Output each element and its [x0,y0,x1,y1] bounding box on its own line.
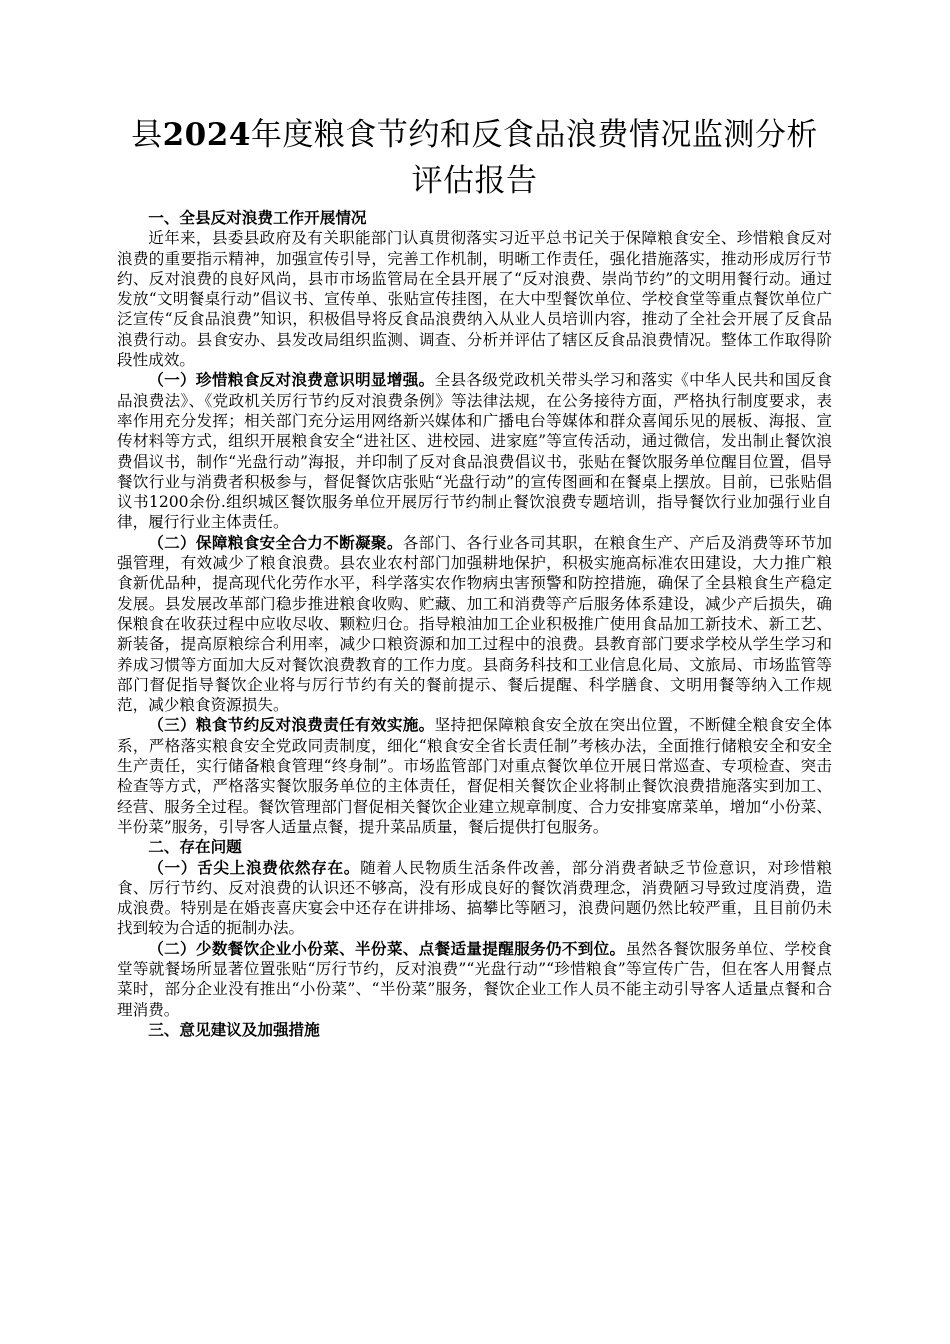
document-title [117,112,832,204]
paragraph-lead: （三）粮食节约反对浪费责任有效实施。 [148,715,435,735]
section-heading-1: 一、全县反对浪费工作开展情况 [148,208,367,227]
title-prefix: 县 [131,117,163,153]
paragraph [117,858,832,939]
paragraph-lead: （二）少数餐饮企业小份菜、半份菜、点餐适量提醒服务仍不到位。 [148,938,626,958]
paragraph-text: 随着人民物质生活条件改善，部分消费者缺乏节俭意识，对珍惜粮食、厉行节约、反对浪费的认识还不够高，没有形成良好的餐饮消费理念，消费陋习导致过度消费，造成浪费。特别是在婚丧喜庆宴会中还存在讲排场、搞攀比等陋习，浪费问题仍然比较严重，且目前仍未找到较为合适的扼制办法。 [117,858,832,938]
paragraph-text: 全县各级党政机关带头学习和落实《中华人民共和国反食品浪费法》、《党政机关厉行节约反对浪费条例》等法律法规，在公务接待方面，严格执行制度要求，表率作用充分发挥；相关部门充分运用网络新兴媒体和广播电台等媒体和群众喜闻乐见的展板、海报、宣传材料等方式，组织开展粮食安全“进社区、进校园、进家庭”等宣传活动，通过微信，发出制止餐饮浪费倡议书，制作“光盘行动”海报，并印制了反对食品浪费倡议书，张贴在餐饮服务单位醒目位置，倡导餐饮行业与消费者积极参与，督促餐饮店张贴“光盘行动”的宣传图画和在餐桌上摆放。目前，已张贴倡议书1200余份.组织城区餐饮服务单位开展厉行节约制止餐饮浪费专题培训，指导餐饮行业加强行业自律，履行行业主体责任。 [117,371,832,532]
section-heading-3: 三、意见建议及加强措施 [148,1019,320,1039]
paragraph [117,533,832,716]
paragraph-lead: （二）保障粮食安全合力不断凝聚。 [148,532,403,552]
section-heading-2: 二、存在问题 [148,837,242,857]
title-year: 2024 [162,117,251,153]
paragraph [117,715,832,837]
title-suffix: 年度粮食节约和反食品浪费情况监测分析评估报告 [250,117,818,199]
paragraph-text: 坚持把保障粮食安全放在突出位置，不断健全粮食安全体系，严格落实粮食安全党政同责制度，细化“粮食安全省长责任制”考核办法，全面推行储粮安全和安全生产责任，实行储备粮食管理“终身制”。市场监管部门对重点餐饮单位开展日常巡查、专项检查、突击检查等方式，严格落实餐饮服务单位的主体责任，督促相关餐饮企业将制止餐饮浪费措施落实到加工、经营、服务全过程。餐饮管理部门督促相关餐饮企业建立规章制度、合力安排宴席菜单，增加“小份菜、半份菜”服务，引导客人适量点餐，提升菜品质量，餐后提供打包服务。 [117,716,832,836]
paragraph [117,370,832,532]
paragraph-lead: （一）舌尖上浪费依然存在。 [148,857,361,877]
paragraph [117,228,832,370]
paragraph-lead: （一）珍惜粮食反对浪费意识明显增强。 [148,370,435,390]
paragraph-text: 虽然各餐饮服务单位、学校食堂等就餐场所显著位置张贴“厉行节约，反对浪费”“光盘行动”“珍惜粮食”等宣传广告，但在客人用餐点菜时，部分企业没有推出“小份菜”、“半份菜”服务，餐饮企业工作人员不能主动引导客人适量点餐和合理消费。 [117,939,832,1019]
paragraph [117,939,832,1020]
paragraph-text: 近年来，县委县政府及有关职能部门认真贯彻落实习近平总书记关于保障粮食安全、珍惜粮食反对浪费的重要指示精神，加强宣传引导，完善工作机制，明晰工作责任，强化措施落实，推动形成厉行节约、反对浪费的良好风尚，县市市场监管局在全县开展了“反对浪费、崇尚节约”的文明用餐行动。通过发放“文明餐桌行动”倡议书、宣传单、张贴宣传挂图，在大中型餐饮单位、学校食堂等重点餐饮单位广泛宣传“反食品浪费”知识，积极倡导将反食品浪费纳入从业人员培训内容，推动了全社会开展了反食品浪费行动。县食安办、县发改局组织监测、调查、分析并评估了辖区反食品浪费情况。整体工作取得阶段性成效。 [117,229,832,370]
paragraph-text: 各部门、各行业各司其职，在粮食生产、产后及消费等环节加强管理，有效减少了粮食浪费。县农业农村部门加强耕地保护，积极实施高标准农田建设，大力推广粮食新优品种，提高现代化劳作水平，科学落实农作物病虫害预警和防控措施，确保了全县粮食生产稳定发展。县发展改革部门稳步推进粮食收购、贮藏、加工和消费等产后服务体系建设，减少产后损失，确保粮食在收获过程中应收尽收、颗粒归仓。指导粮油加工企业积极推广使用食品加工新技术、新工艺、新装备，提高原粮综合利用率，减少口粮资源和加工过程中的浪费。县教育部门要求学校从学生学习和养成习惯等方面加大反对餐饮浪费教育的工作力度。县商务科技和工业信息化局、文旅局、市场监管等部门督促指导餐饮企业将与厉行节约有关的餐前提示、餐后提醒、科学膳食、文明用餐等纳入工作规范，减少粮食资源损失。 [117,533,832,715]
document-body [117,208,832,1040]
